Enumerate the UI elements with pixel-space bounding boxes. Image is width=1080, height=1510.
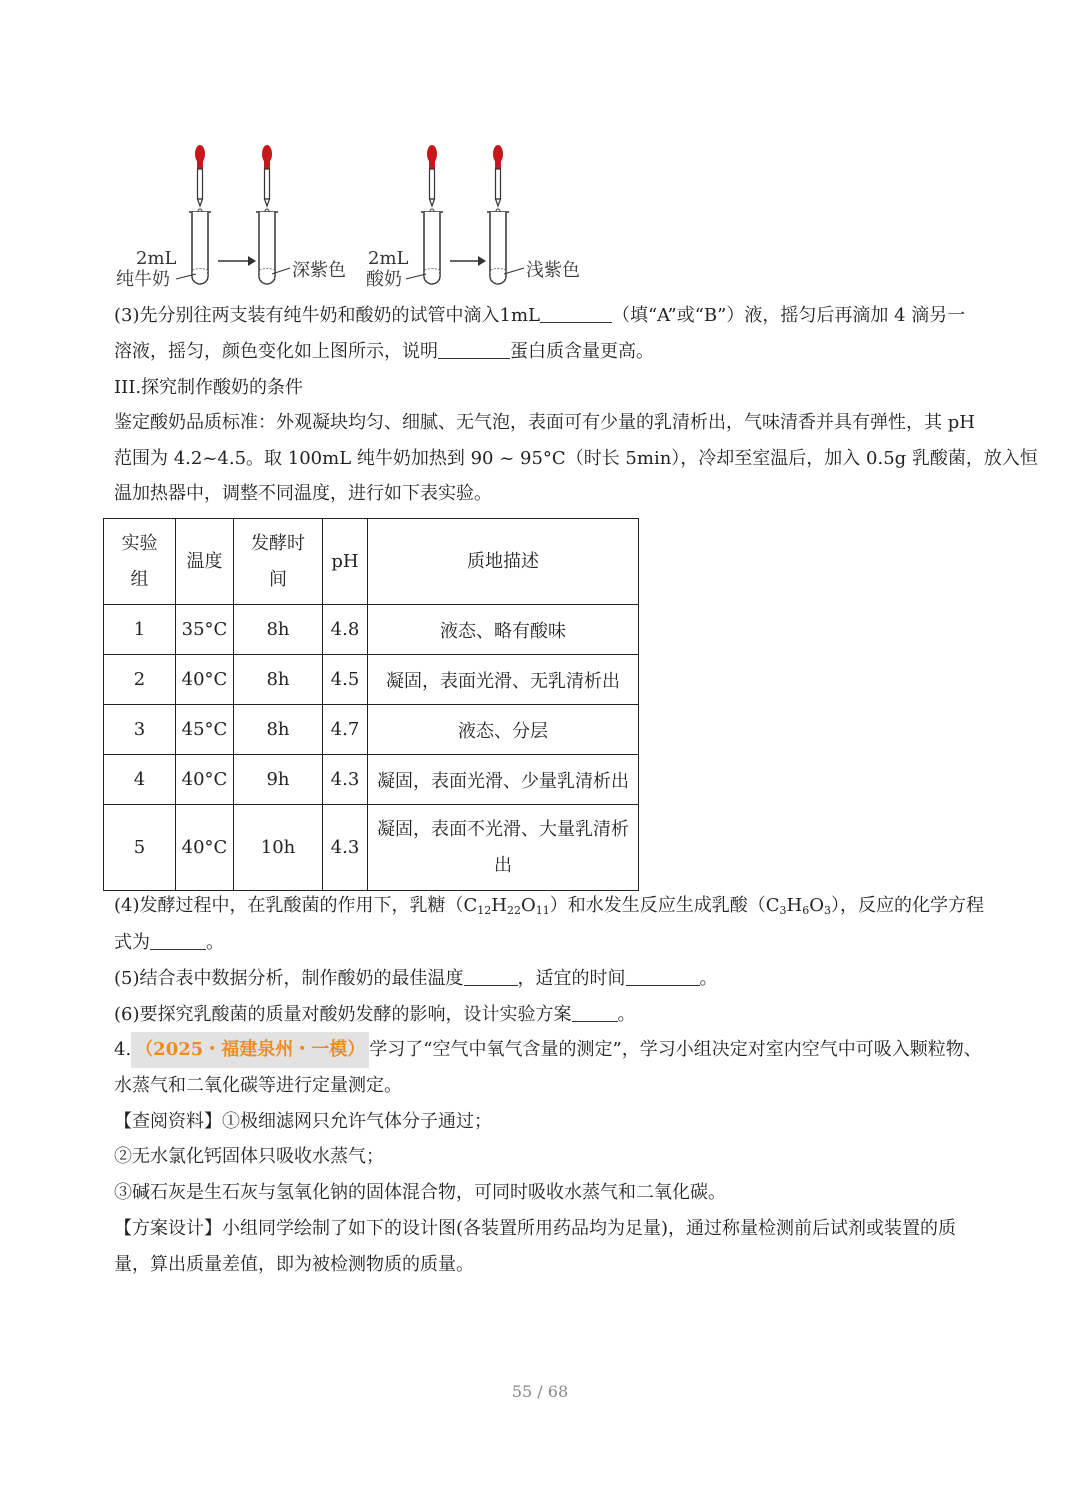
table-header-cell: 发酵时 间 (234, 519, 323, 605)
tube-left-milk (189, 145, 211, 284)
q5-line: (5)结合表中数据分析，制作酸奶的最佳温度 ，适宜的时间 。 (114, 961, 718, 997)
paragraph-line: 范围为 4.2~4.5。取 100mL 纯牛奶加热到 90 ~ 95°C（时长 5min），冷却至室温后，加入 0.5g 乳酸菌，放入恒 (114, 448, 1038, 469)
table-header-cell: pH (323, 519, 368, 605)
table-header-cell: 质地描述 (368, 519, 639, 605)
answer-blank (150, 929, 206, 950)
q4-line2: 式为 。 (114, 925, 224, 961)
right-result-label: 浅紫色 (526, 260, 580, 281)
answer-blank (540, 302, 612, 323)
page-number: 55 / 68 (511, 1382, 569, 1401)
problem4-line1: 4. （2025・福建泉州・一模） 学习了“空气中氧气含量的测定”，学习小组决定对室内空气中可吸入颗粒物、 (114, 1032, 982, 1068)
table-row: 3 45°C 8h 4.7 液态、分层 (104, 705, 639, 755)
table-header-cell: 温度 (176, 519, 234, 605)
left-volume-label: 2mL (136, 248, 177, 269)
q6-line: (6)要探究乳酸菌的质量对酸奶发酵的影响，设计实验方案 。 (114, 997, 636, 1033)
q4-line1: (4)发酵过程中，在乳酸菌的作用下，乳糖$(C_{12}H_{22}O_{11})$和水发生反应生成乳酸$(C_3H_6O_3)$，反应的化学方程 (114, 895, 984, 917)
left-sample-label: 纯牛奶 (116, 269, 170, 290)
paragraph-line: 温加热器中，调整不同温度，进行如下表实验。 (114, 483, 492, 504)
q3-line1: (3)先分别往两支装有纯牛奶和酸奶的试管中滴入1mL （填“A”或“B”）液，摇匀后再滴加 4 滴另一 (114, 298, 965, 334)
answer-blank (572, 1001, 618, 1022)
reference-item: ②无水氯化钙固体只吸收水蒸气； (114, 1146, 384, 1167)
table-row: 5 40°C 10h 4.3 凝固，表面不光滑、大量乳清析 出 (104, 805, 639, 891)
section-heading: III.探究制作酸奶的条件 (114, 377, 304, 398)
tube-left-result (256, 145, 278, 284)
answer-blank (438, 338, 510, 359)
tube-right-yogurt (421, 145, 443, 284)
q3-line2: 溶液，摇匀，颜色变化如上图所示，说明 蛋白质含量更高。 (114, 334, 654, 370)
test-tube-figure (110, 140, 590, 300)
answer-blank (464, 965, 518, 986)
reference-item: ③碱石灰是生石灰与氢氧化钠的固体混合物，可同时吸收水蒸气和二氧化碳。 (114, 1182, 726, 1203)
tube-right-result (487, 145, 509, 284)
table-row: 4 40°C 9h 4.3 凝固，表面光滑、少量乳清析出 (104, 755, 639, 805)
paragraph-line: 量，算出质量差值，即为被检测物质的质量。 (114, 1254, 474, 1275)
paragraph-line: 水蒸气和二氧化碳等进行定量测定。 (114, 1075, 402, 1096)
arrow-icon (218, 256, 256, 266)
left-result-label: 深紫色 (292, 260, 346, 281)
source-badge: （2025・福建泉州・一模） (131, 1032, 369, 1068)
reference-item: 【查阅资料】①极细滤网只允许气体分子通过； (114, 1111, 492, 1132)
paragraph-line: 【方案设计】小组同学绘制了如下的设计图(各装置所用药品均为足量)，通过称量检测前后试剂或装置的质 (114, 1218, 957, 1239)
experiment-table (103, 518, 639, 891)
right-sample-label: 酸奶 (366, 269, 402, 290)
arrow-icon (450, 256, 486, 266)
table-row: 2 40°C 8h 4.5 凝固，表面光滑、无乳清析出 (104, 655, 639, 705)
right-volume-label: 2mL (368, 248, 409, 269)
table-header-row (104, 519, 639, 605)
answer-blank (626, 965, 700, 986)
paragraph-line: 鉴定酸奶品质标准：外观凝块均匀、细腻、无气泡，表面可有少量的乳清析出，气味清香并具有弹性，其 pH (114, 412, 975, 433)
table-row: 1 35°C 8h 4.8 液态、略有酸味 (104, 605, 639, 655)
table-header-cell: 实验 组 (104, 519, 176, 605)
